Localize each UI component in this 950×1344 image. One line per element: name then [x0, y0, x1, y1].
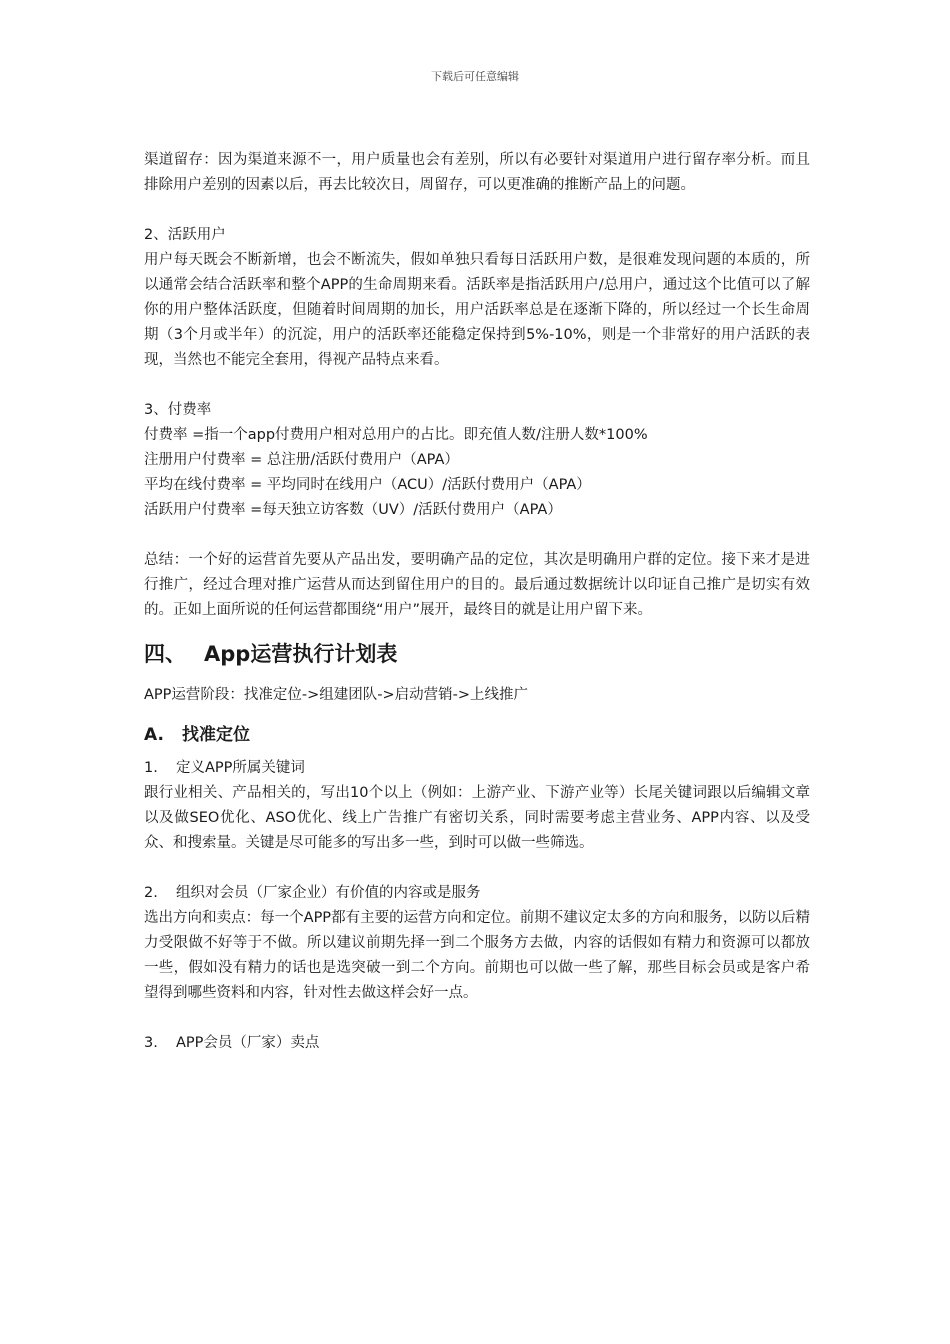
pay-rate-line: 平均在线付费率 = 平均同时在线用户（ACU）/活跃付费用户（APA） [144, 477, 591, 493]
document-body [144, 148, 810, 1056]
operation-stages: APP运营阶段：找准定位->组建团队->启动营销->上线推广 [144, 687, 529, 703]
pay-rate-line: 活跃用户付费率 =每天独立访客数（UV）/活跃付费用户（APA） [144, 502, 562, 518]
section-4-heading [144, 639, 810, 669]
item-3-title: APP会员（厂家）卖点 [176, 1035, 320, 1051]
section-4-title: App运营执行计划表 [204, 642, 398, 666]
item-1-number: 1. [144, 760, 158, 776]
subsection-a-number: A. [144, 725, 164, 745]
pay-rate-heading: 3、付费率 [144, 402, 212, 418]
item-2-number: 2. [144, 885, 158, 901]
item-2-paragraph: 选出方向和卖点：每一个APP都有主要的运营方向和定位。前期不建议定太多的方向和服务，以防以后精力受限做不好等于不做。所以建议前期先择一到二个服务方去做，内容的话假如有精力和资源可以都放一些，假如没有精力的话也是选突破一到二个方向。前期也可以做一些了解，那些目标会员或是客户希望得到哪些资料和内容，针对性去做这样会好一点。 [144, 910, 810, 1001]
active-users-heading: 2、活跃用户 [144, 227, 226, 243]
active-users-paragraph: 用户每天既会不断新增，也会不断流失，假如单独只看每日活跃用户数，是很难发现问题的本质的，所以通常会结合活跃率和整个APP的生命周期来看。活跃率是指活跃用户/总用户，通过这个比值可以了解你的用户整体活跃度，但随着时间周期的加长，用户活跃率总是在逐渐下降的，所以经过一个长生命周期（3个月或半年）的沉淀，用户的活跃率还能稳定保持到5%-10%，则是一个非常好的用户活跃的表现，当然也不能完全套用，得视产品特点来看。 [144, 252, 810, 368]
item-3-number: 3. [144, 1035, 158, 1051]
subsection-a-heading [144, 722, 810, 748]
item-1-paragraph: 跟行业相关、产品相关的，写出10个以上（例如：上游产业、下游产业等）长尾关键词跟以后编辑文章以及做SEO优化、ASO优化、线上广告推广有密切关系，同时需要考虑主营业务、APP内容、以及受众、和搜索量。关键是尽可能多的写出多一些，到时可以做一些筛选。 [144, 785, 810, 851]
pay-rate-line: 注册用户付费率 = 总注册/活跃付费用户（APA） [144, 452, 459, 468]
channel-retention-paragraph: 渠道留存：因为渠道来源不一，用户质量也会有差别，所以有必要针对渠道用户进行留存率分析。而且排除用户差别的因素以后，再去比较次日，周留存，可以更准确的推断产品上的问题。 [144, 152, 810, 193]
section-4-number: 四、 [144, 642, 186, 666]
subsection-a-title: 找准定位 [182, 725, 250, 745]
pay-rate-line: 付费率 =指一个app付费用户相对总用户的占比。即充值人数/注册人数*100% [144, 427, 648, 443]
item-2-title: 组织对会员（厂家企业）有价值的内容或是服务 [176, 885, 481, 901]
item-1-title: 定义APP所属关键词 [176, 760, 305, 776]
item-2-heading [144, 881, 810, 906]
item-1-heading [144, 756, 810, 781]
item-3-heading [144, 1031, 810, 1056]
page-header: 下载后可任意编辑 [431, 70, 519, 83]
summary-paragraph: 总结：一个好的运营首先要从产品出发，要明确产品的定位，其次是明确用户群的定位。接下来才是进行推广，经过合理对推广运营从而达到留住用户的目的。最后通过数据统计以印证自己推广是切实有效的。正如上面所说的任何运营都围绕“用户”展开，最终目的就是让用户留下来。 [144, 552, 810, 618]
